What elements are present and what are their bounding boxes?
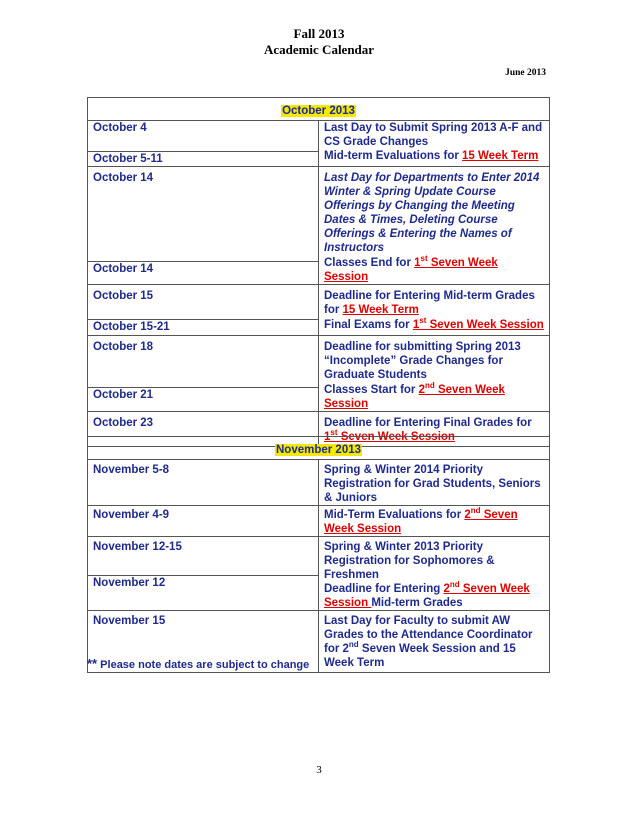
event-text: Deadline for Entering Mid-term Grades for 15 Week Term: [324, 290, 535, 316]
event-text: Mid-Term Evaluations for 2nd Seven Week Session: [324, 506, 518, 535]
event-text: Last Day to Submit Spring 2013 A-F and CS Grade Changes: [324, 122, 543, 148]
event-cell: [319, 285, 550, 336]
event-cell: [319, 167, 550, 285]
date-cell: October 18: [88, 336, 319, 388]
date-cell: October 5-11: [88, 152, 319, 167]
event-text: Mid-term Evaluations for 15 Week Term: [324, 150, 539, 162]
event-cell: [319, 336, 550, 412]
event-cell: [319, 506, 550, 537]
event-text: Classes End for 1st Seven Week Session: [324, 254, 498, 283]
calendar-title: Academic Calendar: [263, 42, 375, 57]
revision-date: June 2013: [505, 68, 546, 78]
date-cell: October 14: [88, 167, 319, 262]
event-text: Deadline for submitting Spring 2013 “Incomplete” Grade Changes for Graduate Students: [324, 341, 521, 381]
november-banner: November 2013: [275, 444, 362, 456]
event-cell: [319, 537, 550, 611]
date-cell: November 12: [88, 575, 319, 610]
calendar-term-heading: Fall 2013: [293, 26, 345, 41]
date-cell: November 12-15: [88, 537, 319, 576]
date-cell: October 15: [88, 285, 319, 320]
note-asterisks: **: [87, 656, 98, 671]
date-cell: November 15: [88, 611, 319, 673]
page-number: 3: [316, 764, 322, 776]
event-text: Classes Start for 2nd Seven Week Session: [324, 381, 505, 410]
date-cell: October 14: [88, 261, 319, 284]
event-cell: [319, 121, 550, 167]
event-text: Final Exams for 1st Seven Week Session: [324, 316, 544, 331]
event-text: Deadline for Entering 2nd Seven Week Session Mid-term Grades: [324, 580, 530, 609]
event-text: Deadline for Entering Final Grades for 1st Seven Week Session: [324, 417, 532, 443]
november-header-cell: [88, 437, 550, 460]
event-text: Spring & Winter 2014 Priority Registration for Grad Students, Seniors & Juniors: [324, 464, 541, 504]
november-table: [87, 436, 550, 673]
date-cell: October 15-21: [88, 320, 319, 336]
note-text: Please note dates are subject to change: [97, 659, 310, 671]
event-text: Spring & Winter 2013 Priority Registration for Sophomores & Freshmen: [324, 541, 495, 581]
october-table: [87, 97, 550, 447]
disclaimer-note: [87, 656, 309, 671]
event-cell: [319, 460, 550, 506]
event-text: Last Day for Faculty to submit AW Grades to the Attendance Coordinator for 2nd Seven Week Session and 15 Week Term: [324, 615, 533, 669]
october-banner: October 2013: [282, 105, 355, 117]
date-cell: October 23: [88, 412, 319, 447]
date-cell: November 5-8: [88, 460, 319, 506]
date-cell: November 4-9: [88, 506, 319, 537]
date-cell: October 4: [88, 121, 319, 152]
event-text: Last Day for Departments to Enter 2014 Winter & Spring Update Course Offerings by Changing the Meeting Dates & Times, Deleting Course Offerings & Entering the Names of Instructors: [324, 172, 540, 254]
event-cell: [319, 611, 550, 673]
date-cell: October 21: [88, 388, 319, 412]
october-header-cell: [88, 98, 550, 121]
